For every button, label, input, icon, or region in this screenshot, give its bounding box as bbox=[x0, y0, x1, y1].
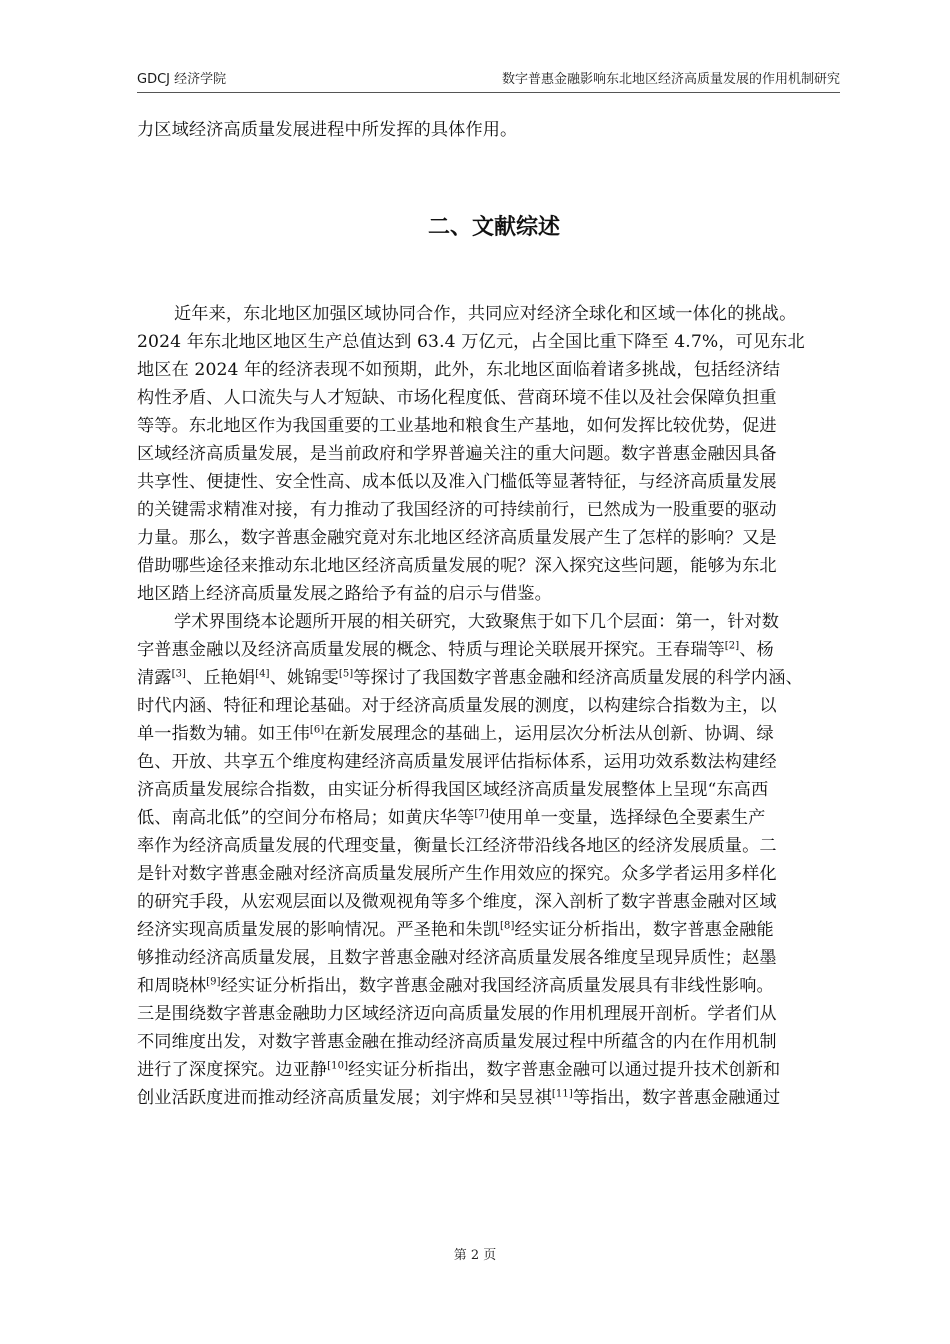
citation-ref: [9] bbox=[206, 976, 221, 988]
p2-line: 率作为经济高质量发展的代理变量，衡量长江经济带沿线各地区的经济发展质量。二 bbox=[137, 836, 777, 856]
citation-ref: [2] bbox=[724, 640, 740, 652]
citation-ref: [5] bbox=[338, 668, 354, 680]
p2-line: 低、南高北低”的空间分布格局；如黄庆华等[7]使用单一变量，选择绿色全要素生产 bbox=[137, 808, 766, 828]
citation-ref: [4] bbox=[255, 668, 270, 680]
p2-line: 进行了深度探究。边亚静[10]经实证分析指出，数字普惠金融可以通过提升技术创新和 bbox=[137, 1060, 781, 1080]
p1-line: 力量。那么，数字普惠金融究竟对东北地区经济高质量发展产生了怎样的影响？又是 bbox=[137, 528, 777, 548]
header-left: GDCJ 经济学院 bbox=[137, 72, 227, 87]
p2-line: 不同维度出发，对数字普惠金融在推动经济高质量发展过程中所蕴含的内在作用机制 bbox=[137, 1032, 777, 1052]
citation-ref: [7] bbox=[474, 808, 489, 820]
citation-ref: [3] bbox=[171, 668, 187, 680]
paragraph-1 bbox=[137, 300, 851, 608]
p2-line: 创业活跃度进而推动经济高质量发展；刘宇烨和吴昱祺[11]等指出，数字普惠金融通过 bbox=[137, 1088, 781, 1108]
p2-line: 济高质量发展综合指数，由实证分析得我国区域经济高质量发展整体上呈现“东高西 bbox=[137, 780, 769, 800]
p2-line: 是针对数字普惠金融对经济高质量发展所产生作用效应的探究。众多学者运用多样化 bbox=[137, 864, 777, 884]
p2-line: 字普惠金融以及经济高质量发展的概念、特质与理论关联展开探究。王春瑞等[2]、杨 bbox=[137, 640, 774, 660]
p1-line: 地区在 2024 年的经济表现不如预期，此外，东北地区面临着诸多挑战，包括经济结 bbox=[137, 360, 781, 380]
citation-ref: [11] bbox=[551, 1088, 573, 1100]
p2-line: 清露[3]、丘艳娟[4]、姚锦雯[5]等探讨了我国数字普惠金融和经济高质量发展的科学内涵、 bbox=[137, 668, 803, 688]
citation-ref: [6] bbox=[309, 724, 325, 736]
p2-line: 时代内涵、特征和理论基础。对于经济高质量发展的测度，以构建综合指数为主，以 bbox=[137, 696, 777, 716]
page-header bbox=[137, 68, 840, 87]
citation-ref: [8] bbox=[500, 920, 515, 932]
p1-line: 的关键需求精准对接，有力推动了我国经济的可持续前行，已然成为一股重要的驱动 bbox=[137, 500, 777, 520]
p2-line: 单一指数为辅。如王伟[6]在新发展理念的基础上，运用层次分析法从创新、协调、绿 bbox=[137, 724, 774, 744]
page-number: 第 2 页 bbox=[453, 1248, 497, 1263]
p1-line: 等等。东北地区作为我国重要的工业基地和粮食生产基地，如何发挥比较优势，促进 bbox=[137, 416, 777, 436]
section-title: 二、文献综述 bbox=[427, 215, 560, 240]
p2-line: 的研究手段，从宏观层面以及微观视角等多个维度，深入剖析了数字普惠金融对区域 bbox=[137, 892, 777, 912]
p1-line: 近年来，东北地区加强区域协同合作，共同应对经济全球化和区域一体化的挑战。 bbox=[174, 304, 797, 324]
p2-line: 学术界围绕本论题所开展的相关研究，大致聚焦于如下几个层面：第一，针对数 bbox=[174, 612, 780, 632]
p2-line: 和周晓林[9]经实证分析指出，数字普惠金融对我国经济高质量发展具有非线性影响。 bbox=[137, 976, 774, 996]
p2-line: 三是围绕数字普惠金融助力区域经济迈向高质量发展的作用机理展开剖析。学者们从 bbox=[137, 1004, 777, 1024]
p1-line: 2024 年东北地区地区生产总值达到 63.4 万亿元，占全国比重下降至 4.7%，可见东北 bbox=[137, 332, 805, 352]
p1-line: 共享性、便捷性、安全性高、成本低以及准入门槛低等显著特征，与经济高质量发展 bbox=[137, 472, 777, 492]
p2-line: 经济实现高质量发展的影响情况。严圣艳和朱凯[8]经实证分析指出，数字普惠金融能 bbox=[137, 920, 774, 940]
citation-ref: [10] bbox=[327, 1060, 349, 1072]
p1-line: 构性矛盾、人口流失与人才短缺、市场化程度低、营商环境不佳以及社会保障负担重 bbox=[137, 388, 777, 408]
p1-line: 借助哪些途径来推动东北地区经济高质量发展的呢？深入探究这些问题，能够为东北 bbox=[137, 556, 777, 576]
p1-line: 地区踏上经济高质量发展之路给予有益的启示与借鉴。 bbox=[137, 584, 552, 604]
p1-line: 区域经济高质量发展，是当前政府和学界普遍关注的重大问题。数字普惠金融因具备 bbox=[137, 444, 777, 464]
p2-line: 色、开放、共享五个维度构建经济高质量发展评估指标体系，运用功效系数法构建经 bbox=[137, 752, 777, 772]
body-area bbox=[137, 116, 851, 1108]
p2-line: 够推动经济高质量发展，且数字普惠金融对经济高质量发展各维度呈现异质性；赵墨 bbox=[137, 948, 777, 968]
header-rule bbox=[137, 92, 840, 93]
header-right: 数字普惠金融影响东北地区经济高质量发展的作用机制研究 bbox=[501, 72, 840, 87]
paragraph-2 bbox=[137, 608, 851, 1112]
continued-text: 力区域经济高质量发展进程中所发挥的具体作用。 bbox=[137, 120, 518, 140]
